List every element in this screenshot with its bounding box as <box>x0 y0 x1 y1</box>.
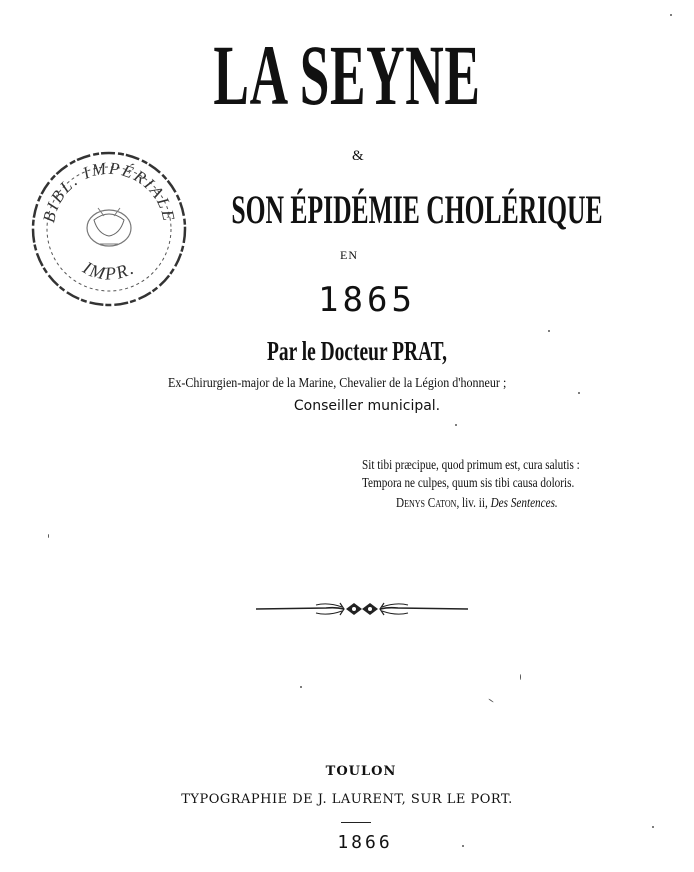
scan-speck <box>520 674 521 680</box>
epigraph-source-title: Des Sentences. <box>490 496 558 511</box>
book-title: LA SEYNE <box>213 27 481 123</box>
ornament-divider <box>256 598 468 620</box>
epigraph-line-2: Tempora ne culpes, quum sis tibi causa doloris. <box>362 476 575 491</box>
scan-speck <box>300 686 302 688</box>
epigraph-source-author: Denys Caton <box>396 496 457 511</box>
author-line: Par le Docteur PRAT, <box>267 336 447 366</box>
epigraph-source <box>396 496 558 512</box>
printer-line: TYPOGRAPHIE DE J. LAURENT, SUR LE PORT. <box>181 792 513 807</box>
scan-speck <box>578 392 580 394</box>
author-council-title: Conseiller municipal. <box>293 398 441 414</box>
book-subtitle: SON ÉPIDÉMIE CHOLÉRIQUE <box>231 187 603 232</box>
epigraph-line-1: Sit tibi præcipue, quod primum est, cura salutis : <box>362 458 580 473</box>
scan-speck <box>462 845 464 847</box>
scan-speck <box>670 14 672 16</box>
scan-speck <box>488 698 493 702</box>
stamp-bottom-text: IMPR. <box>79 257 139 284</box>
publication-city: TOULON <box>325 764 397 779</box>
scan-speck <box>548 330 550 332</box>
epidemic-year: 1865 <box>318 280 416 320</box>
stamp-top-text: BIBL. IMPÉRIALE <box>39 158 179 225</box>
author-credentials: Ex-Chirurgien-major de la Marine, Chevalier de la Légion d'honneur ; <box>168 376 507 391</box>
epigraph-source-ref: , liv. ii, <box>456 496 491 511</box>
divider-rule <box>341 822 371 823</box>
preposition-en: EN <box>340 248 358 262</box>
publication-year: 1866 <box>337 832 393 853</box>
ampersand: & <box>352 148 364 164</box>
scan-speck <box>48 534 49 538</box>
scan-speck <box>652 826 654 828</box>
scan-speck <box>455 424 457 426</box>
